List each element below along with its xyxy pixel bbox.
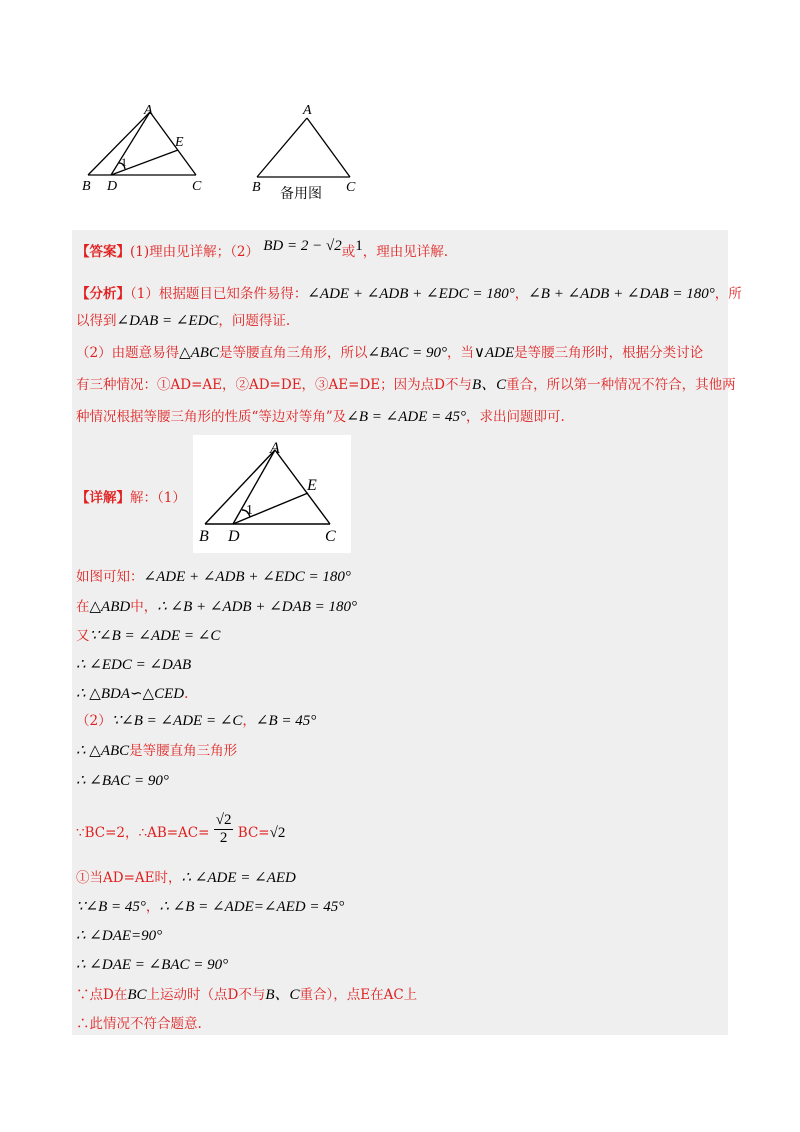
label-b: B (82, 179, 91, 194)
label-a: A (303, 103, 312, 118)
case1-line-2: ∵∠B = 45°，∴ ∠B = ∠ADE=∠AED = 45° (76, 899, 345, 915)
detail-tag: 【详解】 (76, 490, 130, 506)
segment-ac (150, 112, 196, 175)
label-a: A (144, 103, 153, 118)
answer-formula: BD = 2 − √2 (263, 238, 342, 254)
detail-step-6: （2）∵∠B = ∠ADE = ∠C，∠B = 45° (76, 713, 317, 729)
detail-heading: 【详解】解：（1） (76, 490, 186, 506)
label-e: E (307, 477, 317, 494)
label-angle-1: 1 (121, 155, 127, 169)
detail-step-7: ∴ △ABC是等腰直角三角形 (76, 743, 238, 759)
case1-line-3: ∴ ∠DAE=90° (76, 928, 163, 944)
answer-line: 【答案】(1)理由见详解；（2） BD = 2 − √2或1，理由见详解. (76, 238, 449, 260)
fraction-sqrt2-over-2: $\frac{√2}{2}$ (215, 812, 232, 846)
detail-step-1: 如图可知：∠ADE + ∠ADB + ∠EDC = 180° (76, 569, 351, 585)
analysis-line-1: 【分析】（1）根据题目已知条件易得：∠ADE + ∠ADB + ∠EDC = 180°，∠B + ∠ADB + ∠DAB = 180°，所 (76, 286, 742, 302)
analysis-tag: 【分析】 (76, 286, 130, 302)
detail-step-2: 在△ABD中，∴ ∠B + ∠ADB + ∠DAB = 180° (76, 599, 358, 615)
segment-ac (307, 118, 350, 177)
analysis-line-2: 以得到∠DAB = ∠EDC，问题得证. (76, 313, 291, 329)
label-d: D (228, 528, 240, 545)
detail-step-3: 又∵∠B = ∠ADE = ∠C (76, 628, 221, 644)
figure-triangle-ade (78, 100, 218, 195)
analysis-line-3: （2）由题意易得△ABC是等腰直角三角形，所以∠BAC = 90°，当∨ADE是等腰三角形时，根据分类讨论 (76, 345, 704, 361)
detail-step-8: ∴ ∠BAC = 90° (76, 773, 169, 789)
label-angle-1: 1 (246, 503, 253, 518)
case1-line-5: ∵点D在BC上运动时（点D不与B、C重合），点E在AC上 (76, 987, 418, 1003)
answer-tag: 【答案】 (76, 244, 130, 260)
label-b: B (252, 180, 261, 195)
figure-caption: 备用图 (280, 186, 322, 202)
detail-step-9: ∵BC=2，∴AB=AC= $\frac{√2}{2}$ BC=√2 (76, 812, 286, 846)
label-a: A (270, 440, 280, 457)
label-c: C (192, 179, 202, 194)
segment-ab (88, 112, 150, 175)
analysis-line-5: 种情况根据等腰三角形的性质“等边对等角”及∠B = ∠ADE = 45°，求出问题即可. (76, 409, 565, 425)
case1-line-4: ∴ ∠DAE = ∠BAC = 90° (76, 957, 229, 973)
label-b: B (199, 528, 209, 545)
detail-step-5: ∴ △BDA∽△CED. (76, 686, 189, 702)
figure-detail-triangle (193, 435, 351, 553)
analysis-line-4: 有三种情况：①AD=AE，②AD=DE，③AE=DE；因为点D不与B、C重合，所以第一种情况不符合，其他两 (76, 377, 736, 393)
label-c: C (325, 528, 336, 545)
case1-line-6: ∴此情况不符合题意. (76, 1016, 202, 1032)
label-e: E (175, 135, 184, 150)
case1-line-1: ①当AD=AE时，∴ ∠ADE = ∠AED (76, 870, 296, 886)
segment-ab (257, 118, 307, 177)
label-c: C (346, 180, 356, 195)
label-d: D (107, 179, 118, 194)
detail-step-4: ∴ ∠EDC = ∠DAB (76, 657, 192, 673)
segment-ad (111, 112, 150, 175)
figure-spare-triangle (245, 100, 375, 195)
